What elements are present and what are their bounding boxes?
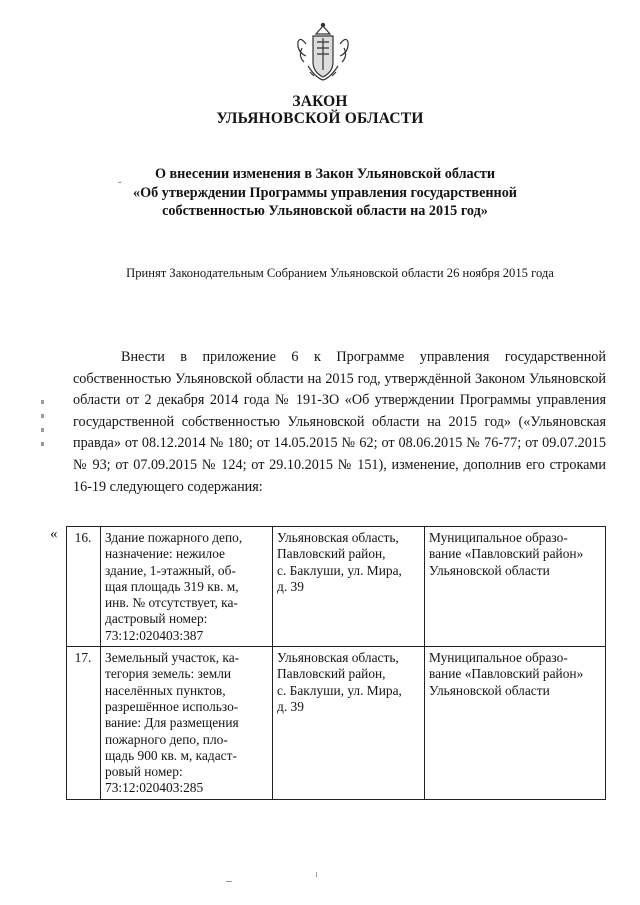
- margin-mark: [41, 442, 44, 446]
- margin-mark: [41, 414, 44, 418]
- cell-line: щадь 900 кв. м, кадаст-: [105, 747, 237, 763]
- cell-line: разрешённое использо-: [105, 698, 239, 714]
- cell-line: Ульяновской области: [429, 682, 550, 698]
- cell-line: тегория земель: земли: [105, 666, 232, 682]
- subject-line-1: О внесении изменения в Закон Ульяновской области: [154, 166, 496, 182]
- cell-line: д. 39: [277, 578, 304, 594]
- cell-line: здание, 1-этажный, об-: [105, 562, 236, 578]
- cell-line: дастровый номер:: [105, 611, 208, 627]
- margin-tick-mark: ˘: [118, 180, 122, 192]
- cell-line: вание «Павловский район»: [429, 666, 584, 682]
- owner-cell: [425, 527, 606, 647]
- address-cell: [273, 527, 425, 647]
- address-cell: [273, 647, 425, 800]
- cell-line: с. Баклуши, ул. Мира,: [277, 562, 402, 578]
- table-row: [67, 647, 606, 800]
- cell-line: вание: Для размещения: [105, 715, 239, 731]
- margin-mark: [41, 428, 44, 432]
- cell-line: Павловский район,: [277, 666, 386, 682]
- cell-line: Земельный участок, ка-: [105, 650, 240, 666]
- row-number-cell: 16.: [67, 527, 101, 647]
- row-number-cell: 17.: [67, 647, 101, 800]
- property-table: [66, 526, 606, 800]
- subject-line-2: «Об утверждении Программы управления государственной: [133, 184, 517, 201]
- object-description-cell: [101, 527, 273, 647]
- cell-line: Муниципальное образо-: [429, 650, 568, 666]
- law-region: УЛЬЯНОВСКОЙ ОБЛАСТИ: [216, 110, 424, 127]
- cell-line: 73:12:020403:285: [105, 780, 204, 796]
- cell-line: Павловский район,: [277, 546, 386, 562]
- object-description-cell: [101, 647, 273, 800]
- law-subject: [60, 165, 590, 221]
- margin-mark: [226, 881, 232, 882]
- cell-line: Ульяновская область,: [277, 530, 399, 545]
- cell-line: д. 39: [277, 698, 304, 714]
- cell-line: Ульяновская область,: [277, 650, 399, 666]
- cell-line: Ульяновской области: [429, 562, 550, 578]
- cell-line: с. Баклуши, ул. Мира,: [277, 682, 402, 698]
- opening-quote: «: [50, 526, 58, 542]
- coat-of-arms-icon: [296, 22, 350, 84]
- cell-line: пожарного депо, пло-: [105, 731, 228, 747]
- owner-cell: [425, 647, 606, 800]
- cell-line: Муниципальное образо-: [429, 530, 568, 545]
- margin-mark: [316, 872, 317, 877]
- cell-line: населённых пунктов,: [105, 682, 226, 698]
- adoption-note: Принят Законодательным Собранием Ульяновской области 26 ноября 2015 года: [126, 266, 554, 280]
- property-table-body: [67, 527, 606, 800]
- cell-line: 73:12:020403:387: [105, 627, 204, 643]
- table-row: [67, 527, 606, 647]
- cell-line: щая площадь 319 кв. м,: [105, 578, 239, 594]
- body-paragraph: Внести в приложение 6 к Программе управления государственной собственностью Ульяновской области на 2015 год, утверждённой Законом Ульяновской области от 2 декабря 2014 года № 191-ЗО «Об утверждении Программы управления государственной собственностью Ульяновской области на 2015 год» («Ульяновская правда» от 08.12.2014 № 180; от 14.05.2015 № 62; от 08.06.2015 № 76-77; от 09.07.2015 № 93; от 07.09.2015 № 124; от 29.10.2015 № 151), изменение, дополнив его строками 16-19 следующего содержания:: [73, 349, 606, 495]
- cell-line: вание «Павловский район»: [429, 546, 584, 562]
- cell-line: Здание пожарного депо,: [105, 530, 243, 545]
- subject-line-3: собственностью Ульяновской области на 2015 год»: [162, 203, 488, 219]
- law-title: ЗАКОН: [292, 93, 348, 110]
- margin-mark: [41, 400, 44, 404]
- cell-line: ровый номер:: [105, 764, 183, 780]
- cell-line: назначение: нежилое: [105, 546, 226, 562]
- cell-line: инв. № отсутствует, ка-: [105, 595, 238, 611]
